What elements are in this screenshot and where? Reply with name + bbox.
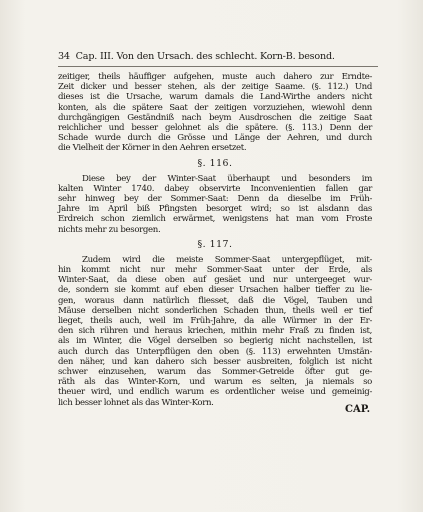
text-line: lich besser lohnet als das Winter-Korn. [58,397,214,408]
text-line: räth als das Winter-Korn, und warum es selten, ja niemals so [58,377,372,388]
running-header [58,51,388,62]
text-line: hin kommt nicht nur mehr Sommer-Saat unter der Erde, als [58,265,372,275]
text-line: Zudem wird die meiste Sommer-Saat untergepflüget, mit- [82,254,372,265]
text-line: als im Winter, die Vögel derselben so begierig nicht nachstellen, ist [58,336,372,347]
text-line: kalten Winter 1740. dabey observirte Inconvenientien fallen gar [58,183,372,194]
text-line: den sich rühren und heraus kriechen, mithin mehr Fraß zu finden ist, [58,326,372,337]
text-line: konten, als die spätere Saat der zeitigen vorzuziehen, wiewohl denn [58,102,372,113]
text-line: reichlicher und besser gelohnet als die spätere. (§. 113.) Denn der [58,123,372,133]
text-line: Schade wurde durch die Grösse und Länge der Aehren, und durch [58,133,372,144]
text-line: dieses ist die Ursache, warum damals die Land-Wirthe anders nicht [58,92,372,103]
text-line: auch durch das Unterpflügen den oben (§. 113) erwehnten Umstän- [58,346,372,357]
text-line: de, sondern sie kommt auf eben dieser Ursachen halber tieffer zu lie- [58,285,372,296]
header-rule [58,66,378,67]
text-line: nichts mehr zu besorgen. [58,224,161,235]
section-heading: §. 117. [197,238,233,250]
text-line: den näher, und kan dahero sich besser ausbreiten, folglich ist nicht [58,356,372,367]
text-line: Diese bey der Winter-Saat überhaupt und besonders im [82,173,372,184]
page-number: 34 [58,51,70,62]
text-line: Zeit dicker und besser stehen, als der zeitige Saame. (§. 112.) Und [58,82,372,93]
text-line: schwer einzusehen, warum das Sommer-Getreide öfter gut ge- [58,367,372,377]
text-line: Mäuse derselben nicht sonderlichen Schaden thun, theils weil er tief [58,305,372,316]
text-line: die Vielheit der Körner in den Aehren ersetzet. [58,143,247,154]
text-line: theuer wird, und endlich warum es ordentlicher weise und gemeinig- [58,387,372,398]
text-line: Winter-Saat, da diese oben auf gesäet und nur untergeeget wur- [58,275,372,286]
section-heading: §. 116. [197,157,233,169]
text-line: gen, woraus dann natürlich fliesset, daß die Vögel, Tauben und [58,295,372,306]
catchword: CAP. [345,404,371,415]
text-line: sehr hinweg bey der Sommer-Saat: Denn da dieselbe im Früh- [58,194,372,204]
text-line: zeitiger, theils häuffiger aufgehen, muste auch dahero zur Erndte- [58,72,372,82]
text-line: Erdreich schon ziemlich erwärmet, wenigstens hat man vom Froste [58,214,372,225]
text-line: Jahre im April biß Pfingsten besorget wird; so ist alsdann das [58,204,372,215]
text-line: durchgängigen Geständniß nach beym Ausdroschen die zeitige Saat [58,112,372,123]
text-line: lieget, theils auch, weil im Früh-Jahre, da alle Würmer in der Er- [58,316,372,326]
running-title: Cap. III. Von den Ursach. des schlecht. Korn-B. besond. [75,51,335,62]
